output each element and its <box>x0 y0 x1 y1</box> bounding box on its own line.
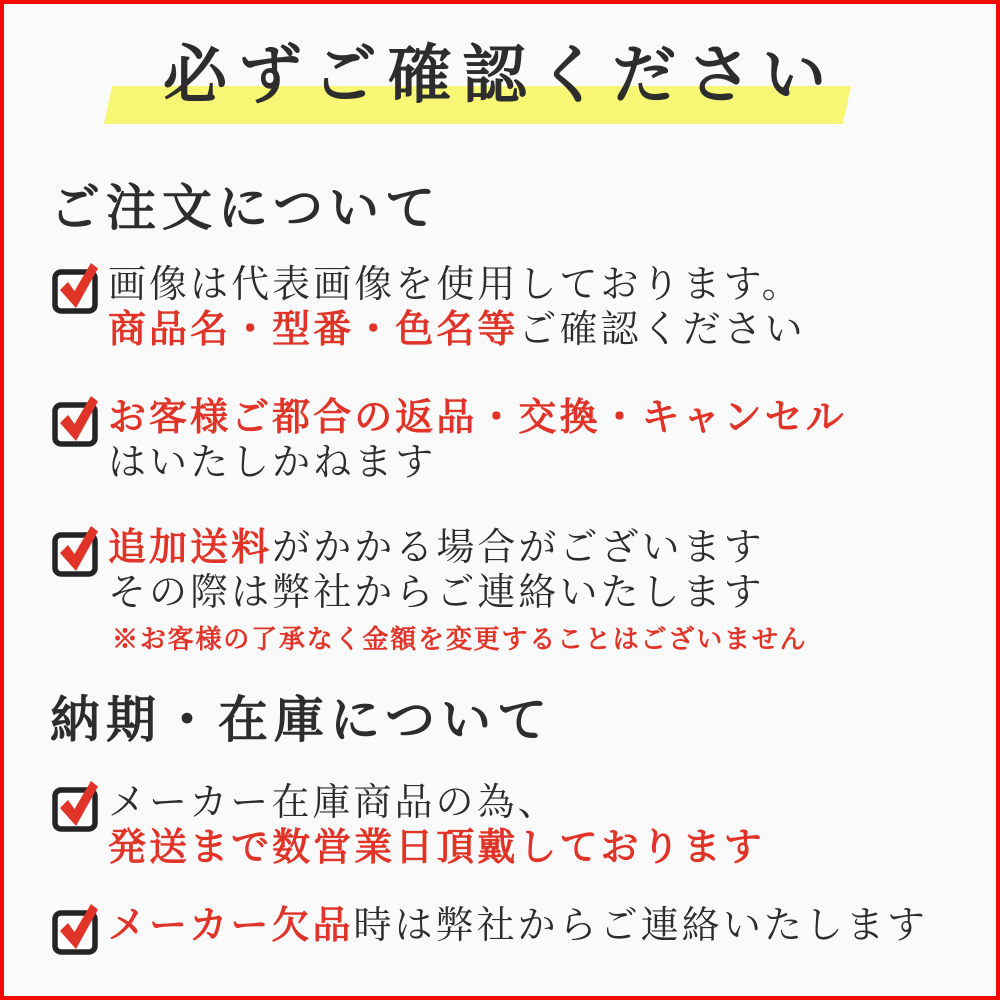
notice-content <box>4 177 996 956</box>
item-text <box>108 903 928 948</box>
item-line <box>108 525 808 570</box>
page-title: 必ずご確認ください <box>163 38 837 113</box>
item-line <box>108 780 765 825</box>
item-text-black: はいたしかねます <box>108 440 437 485</box>
item-line <box>108 307 806 352</box>
item-text-red: 商品名・型番・色名等 <box>108 305 519 351</box>
checklist-item-maker-stock <box>50 780 960 870</box>
item-text <box>108 780 765 870</box>
title-block <box>163 34 837 117</box>
item-line <box>108 262 806 307</box>
item-text-black: 時は弊社からご連絡いたします <box>353 903 929 948</box>
item-text-black: メーカー在庫商品の為、 <box>108 779 559 824</box>
item-text <box>108 395 847 485</box>
item-line <box>108 570 808 615</box>
item-line <box>108 825 765 870</box>
item-text-red: 発送まで数営業日頂戴しております <box>108 823 765 869</box>
item-text-red: メーカー欠品 <box>108 902 354 948</box>
checklist-item-no-returns <box>50 395 960 485</box>
item-text <box>108 525 808 655</box>
checkbox-icon <box>50 258 102 315</box>
checkbox-icon <box>50 521 102 578</box>
section-heading-stock: 納期・在庫について <box>50 690 553 750</box>
item-line <box>108 395 847 440</box>
item-text-black: その際は弊社からご連絡いたします <box>108 569 765 614</box>
item-text-black: がかかる場合がございます <box>272 525 765 569</box>
checkbox-icon <box>50 899 102 956</box>
checklist-item-representative-image <box>50 262 960 352</box>
note-text: ※お客様の了承なく金額を変更することはございません <box>112 624 808 655</box>
checkbox-icon <box>50 776 102 833</box>
checklist-item-maker-out-of-stock <box>50 903 960 956</box>
item-text-red: お客様ご都合の返品・交換・キャンセル <box>108 394 847 440</box>
item-text-black: ご確認ください <box>518 306 806 351</box>
item-text-red: 追加送料 <box>108 524 273 569</box>
item-text <box>108 262 806 352</box>
section-heading-order: ご注文について <box>50 178 441 238</box>
checklist-item-extra-shipping <box>50 525 960 655</box>
item-line <box>108 903 928 948</box>
item-line <box>108 440 847 485</box>
item-text-black: 画像は代表画像を使用しております。 <box>108 261 803 306</box>
checkbox-icon <box>50 391 102 448</box>
